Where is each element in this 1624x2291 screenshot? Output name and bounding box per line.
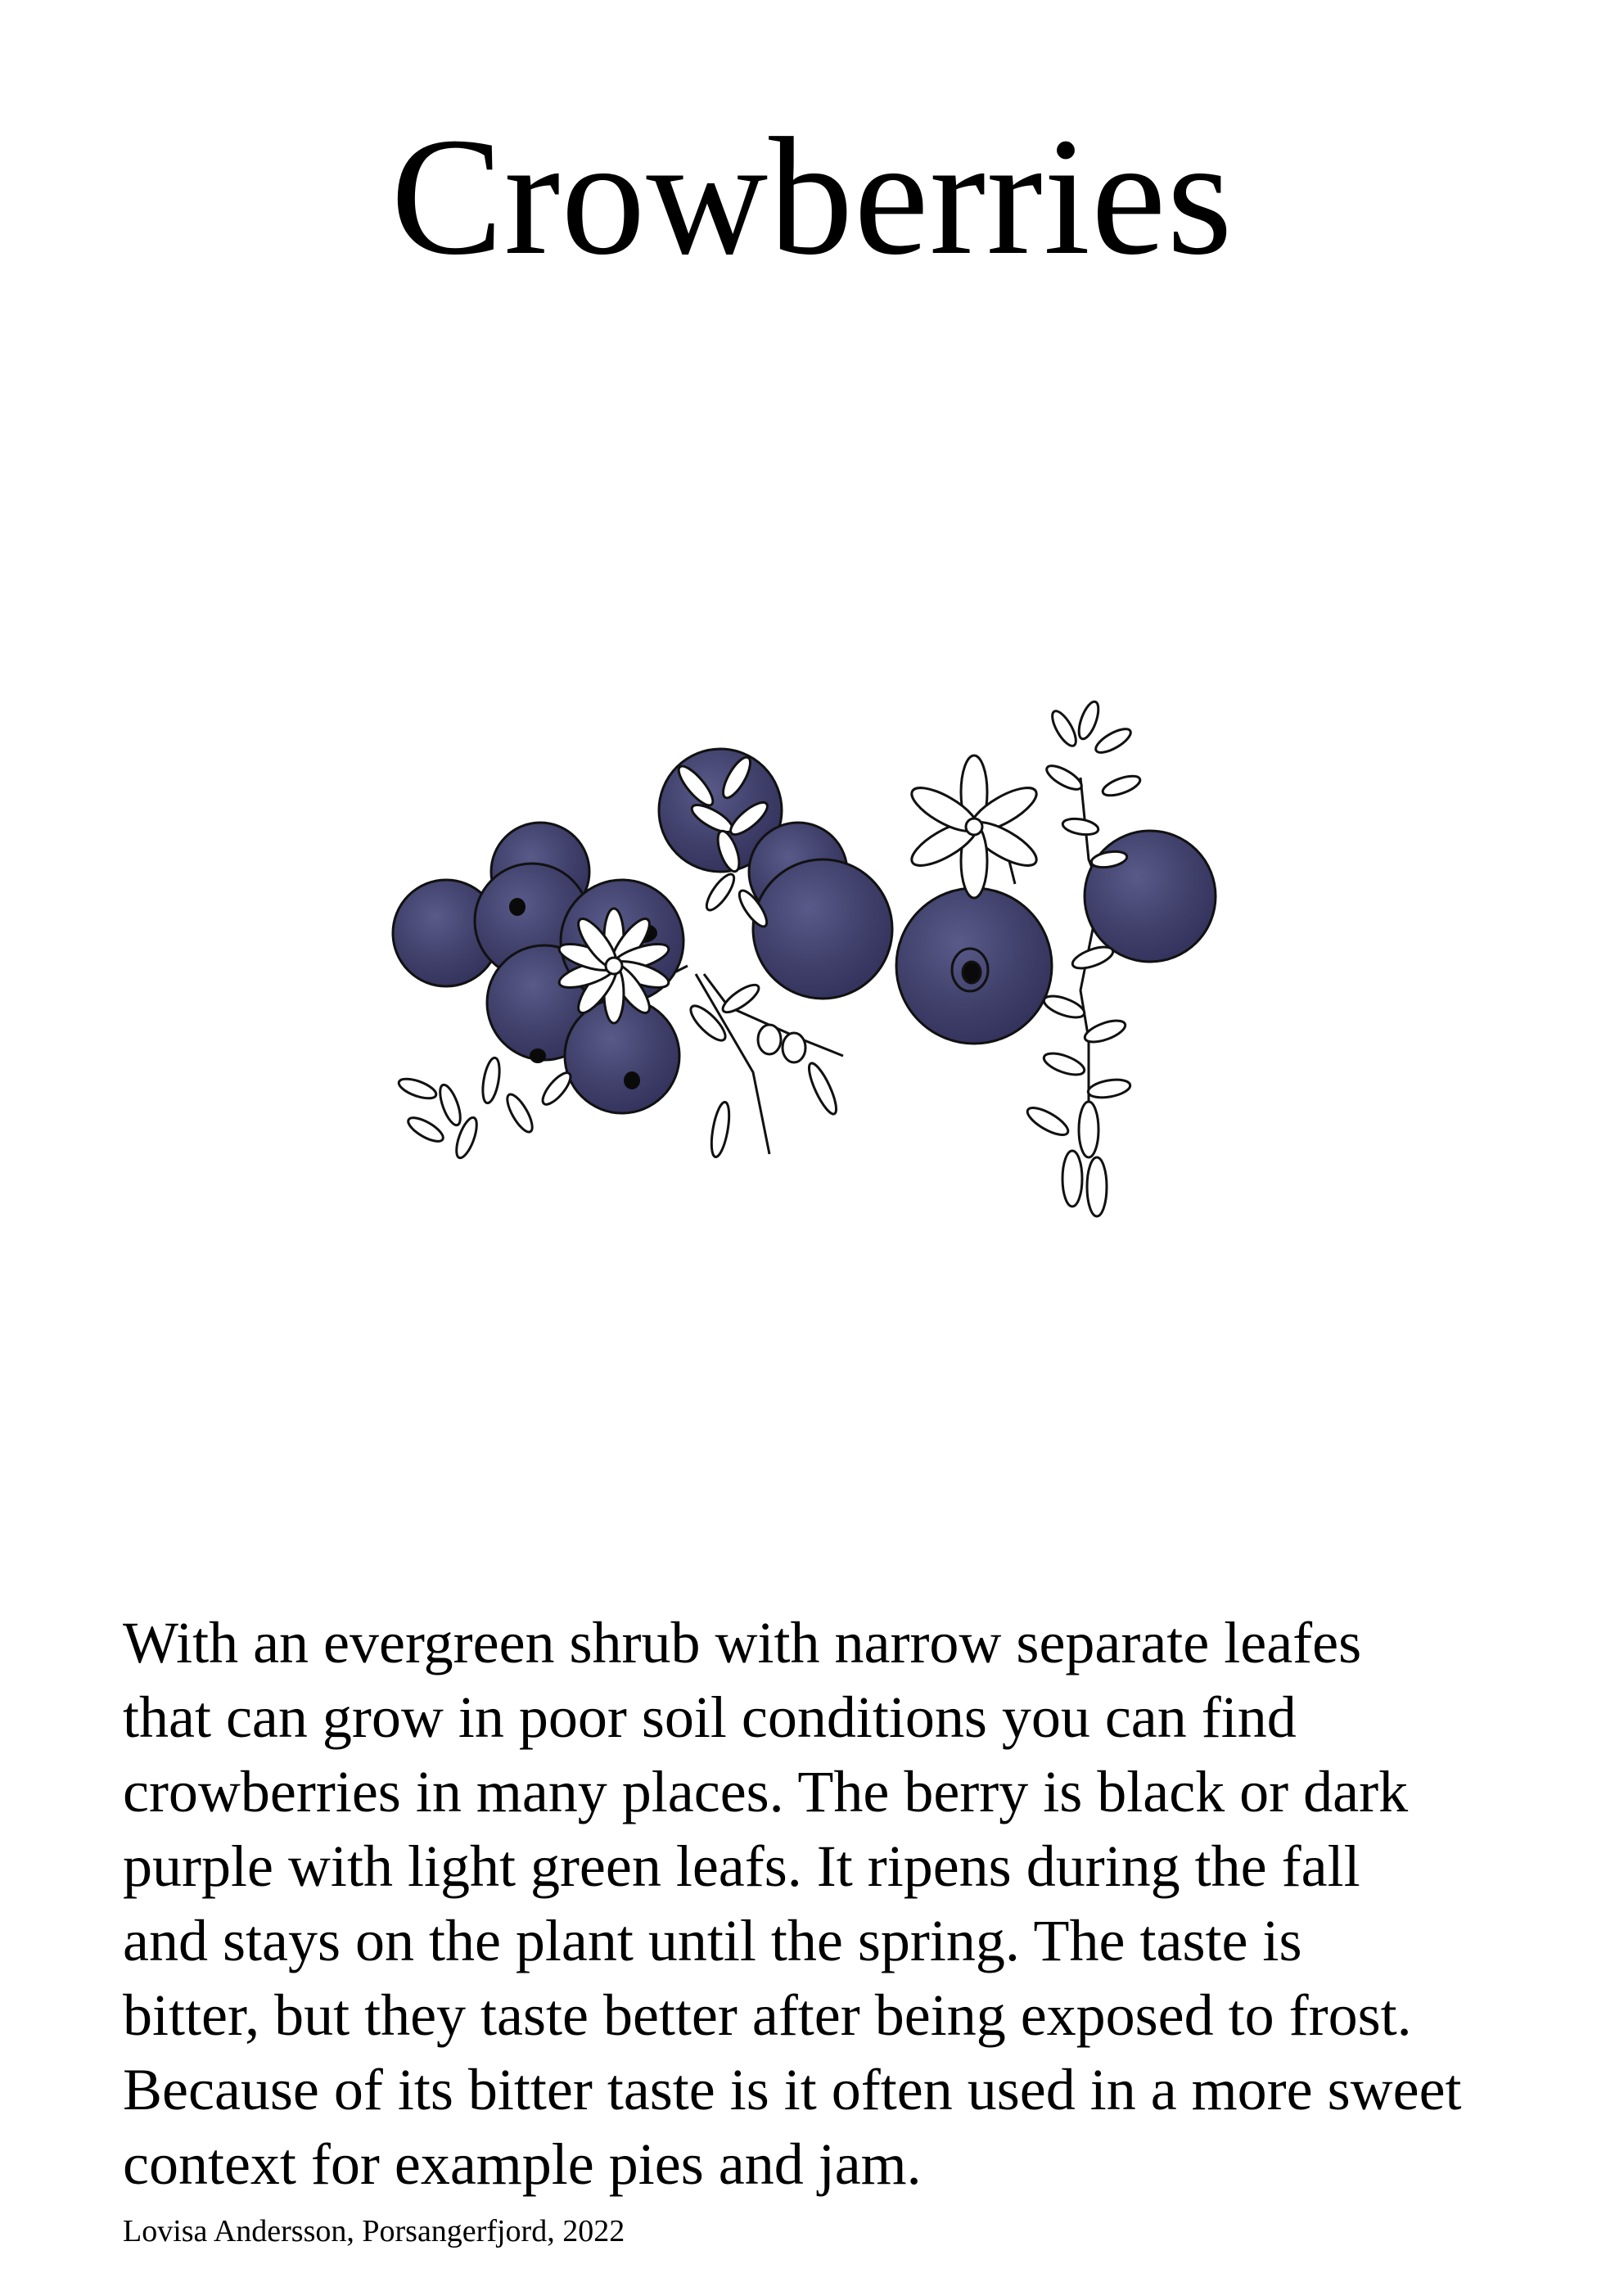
description-line: Because of its bitter taste is it often used in a more sweet [123, 2057, 1462, 2122]
berry [753, 859, 892, 999]
page-title: Crowberries [390, 102, 1234, 290]
berry [565, 999, 679, 1113]
author-credit: Lovisa Andersson, Porsangerfjord, 2022 [123, 2214, 625, 2248]
description-line: that can grow in poor soil conditions you can find [123, 1684, 1297, 1750]
description-line: context for example pies and jam. [123, 2131, 922, 2197]
description-line: crowberries in many places. The berry is black or dark [123, 1759, 1409, 1824]
berry [1085, 831, 1216, 962]
description-line: With an evergreen shrub with narrow separate leafes [123, 1610, 1362, 1675]
description-line: purple with light green leafs. It ripens during the fall [123, 1833, 1360, 1899]
description-text [123, 1606, 1547, 2202]
crowberry-branch-illustration [368, 696, 1252, 1236]
description-line: bitter, but they taste better after being exposed to frost. [123, 1982, 1412, 2048]
description-line: and stays on the plant until the spring. The taste is [123, 1908, 1302, 1973]
